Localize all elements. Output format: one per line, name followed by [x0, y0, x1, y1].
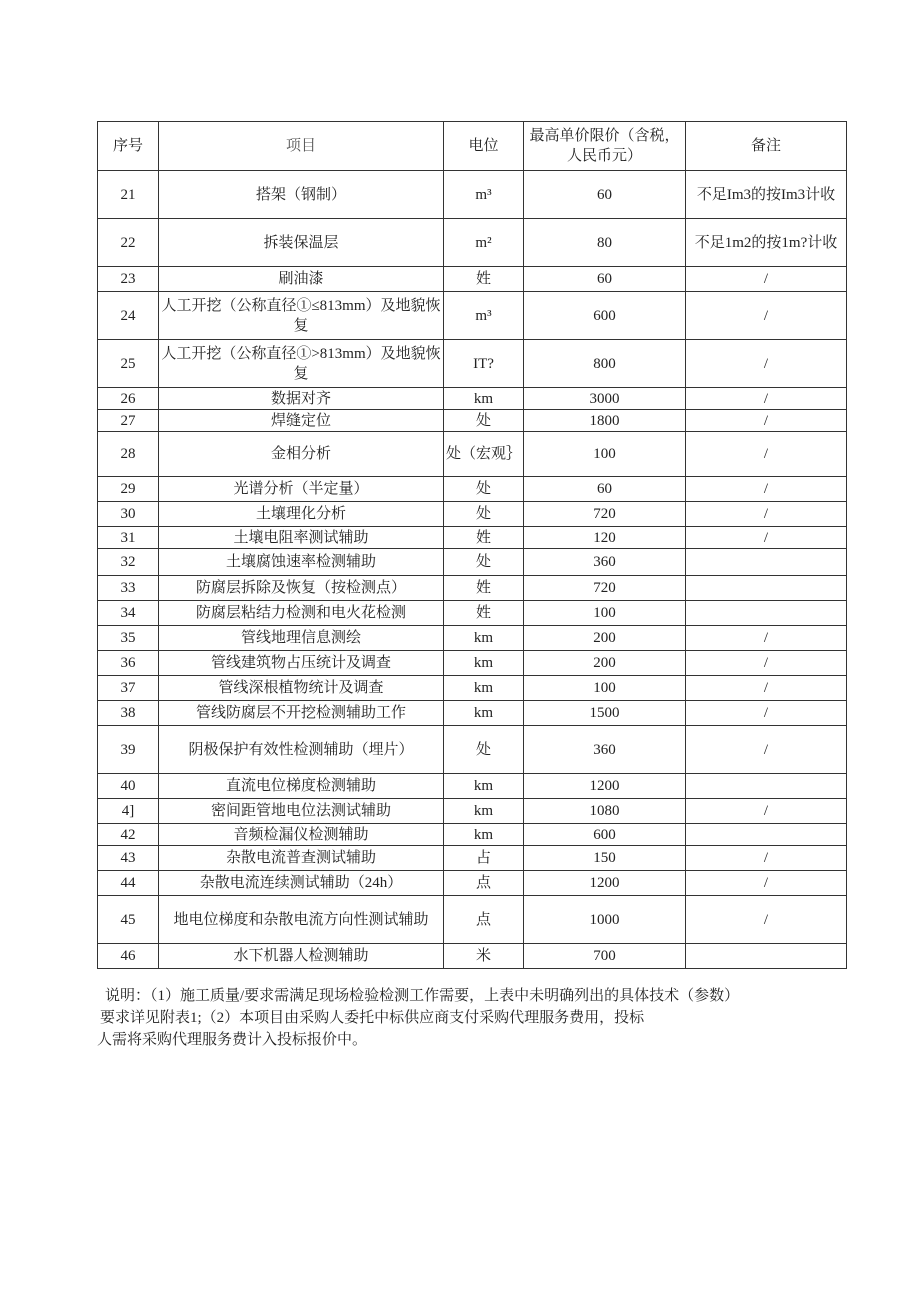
cell-no: 27: [98, 410, 159, 432]
cell-price: 100: [524, 601, 686, 626]
cell-unit: km: [444, 774, 524, 799]
table-row: [98, 549, 847, 576]
cell-item: 土壤腐蚀速率检测辅助: [159, 549, 444, 576]
header-note: 备注: [686, 122, 847, 171]
cell-price: 1200: [524, 774, 686, 799]
cell-note: /: [686, 410, 847, 432]
cell-note: /: [686, 701, 847, 726]
cell-no: 44: [98, 871, 159, 896]
cell-note: /: [686, 626, 847, 651]
cell-unit: 姓: [444, 267, 524, 292]
table-row: [98, 651, 847, 676]
cell-price: 720: [524, 576, 686, 601]
cell-price: 100: [524, 432, 686, 477]
cell-item: 杂散电流普查测试辅助: [159, 846, 444, 871]
cell-no: 25: [98, 340, 159, 388]
cell-no: 35: [98, 626, 159, 651]
table-row: [98, 432, 847, 477]
cell-note: /: [686, 388, 847, 410]
note-line-3: 人需将采购代理服务费计入投标报价中。: [97, 1032, 368, 1048]
table-row: [98, 388, 847, 410]
cell-price: 200: [524, 626, 686, 651]
cell-unit: 点: [444, 871, 524, 896]
cell-price: 150: [524, 846, 686, 871]
table-row: [98, 871, 847, 896]
cell-price: 100: [524, 676, 686, 701]
table-row: [98, 601, 847, 626]
cell-price: 360: [524, 549, 686, 576]
cell-price: 60: [524, 477, 686, 502]
cell-item: 杂散电流连续测试辅助（24h）: [159, 871, 444, 896]
header-no: 序号: [98, 122, 159, 171]
cell-no: 32: [98, 549, 159, 576]
cell-item: 音频检漏仪检测辅助: [159, 824, 444, 846]
cell-note: /: [686, 502, 847, 527]
table-header-row: [98, 122, 847, 171]
cell-unit: km: [444, 626, 524, 651]
cell-price: 360: [524, 726, 686, 774]
cell-note: /: [686, 432, 847, 477]
cell-item: 搭架（钢制）: [159, 171, 444, 219]
cell-price: 60: [524, 171, 686, 219]
cell-note: /: [686, 799, 847, 824]
cell-item: 水下机器人检测辅助: [159, 944, 444, 969]
table-row: [98, 944, 847, 969]
cell-price: 80: [524, 219, 686, 267]
cell-unit: 处: [444, 726, 524, 774]
table-row: [98, 626, 847, 651]
cell-unit: 米: [444, 944, 524, 969]
cell-unit: 处: [444, 502, 524, 527]
cell-unit: km: [444, 701, 524, 726]
cell-no: 43: [98, 846, 159, 871]
cell-no: 31: [98, 527, 159, 549]
cell-note: /: [686, 676, 847, 701]
cell-no: 45: [98, 896, 159, 944]
cell-item: 土壤电阻率测试辅助: [159, 527, 444, 549]
cell-no: 39: [98, 726, 159, 774]
cell-no: 42: [98, 824, 159, 846]
note-line-1: 说明：（1）施工质量/要求需满足现场检验检测工作需要，上表中未明确列出的具体技术（参数）: [105, 988, 740, 1004]
cell-price: 200: [524, 651, 686, 676]
header-price: 最高单价限价（含税，人民币元）: [524, 122, 686, 171]
price-limit-table: [97, 121, 847, 969]
cell-price: 120: [524, 527, 686, 549]
cell-item: 管线防腐层不开挖检测辅助工作: [159, 701, 444, 726]
note-line-2: 要求详见附表1;（2）本项目由采购人委托中标供应商支付采购代理服务费用，投标: [100, 1010, 645, 1026]
cell-unit: km: [444, 651, 524, 676]
cell-item: 直流电位梯度检测辅助: [159, 774, 444, 799]
cell-no: 21: [98, 171, 159, 219]
cell-item: 防腐层拆除及恢复（按检测点）: [159, 576, 444, 601]
cell-note: /: [686, 340, 847, 388]
table-row: [98, 340, 847, 388]
cell-price: 1200: [524, 871, 686, 896]
cell-unit: km: [444, 824, 524, 846]
cell-price: 1800: [524, 410, 686, 432]
table-row: [98, 527, 847, 549]
cell-item: 数据对齐: [159, 388, 444, 410]
cell-note: 不足1m2的按1m?计收: [686, 219, 847, 267]
cell-note: /: [686, 871, 847, 896]
table-row: [98, 774, 847, 799]
notes-block: [97, 985, 857, 1051]
cell-no: 38: [98, 701, 159, 726]
cell-unit: m²: [444, 219, 524, 267]
cell-no: 29: [98, 477, 159, 502]
cell-item: 金相分析: [159, 432, 444, 477]
cell-note: /: [686, 726, 847, 774]
cell-no: 34: [98, 601, 159, 626]
header-unit: 电位: [444, 122, 524, 171]
table-row: [98, 219, 847, 267]
table-row: [98, 726, 847, 774]
cell-unit: 姓: [444, 601, 524, 626]
table-row: [98, 502, 847, 527]
cell-unit: IT?: [444, 340, 524, 388]
cell-price: 700: [524, 944, 686, 969]
cell-note: /: [686, 896, 847, 944]
cell-unit: m³: [444, 292, 524, 340]
cell-item: 焊缝定位: [159, 410, 444, 432]
cell-no: 23: [98, 267, 159, 292]
cell-note: [686, 944, 847, 969]
cell-note: /: [686, 527, 847, 549]
cell-note: [686, 601, 847, 626]
table-row: [98, 477, 847, 502]
cell-price: 3000: [524, 388, 686, 410]
table-row: [98, 171, 847, 219]
cell-note: [686, 774, 847, 799]
table-row: [98, 410, 847, 432]
table-row: [98, 676, 847, 701]
cell-item: 管线地理信息测绘: [159, 626, 444, 651]
cell-no: 40: [98, 774, 159, 799]
cell-note: /: [686, 477, 847, 502]
cell-unit: 处（宏观｝: [444, 432, 524, 477]
cell-unit: km: [444, 799, 524, 824]
cell-price: 1500: [524, 701, 686, 726]
cell-note: /: [686, 267, 847, 292]
cell-item: 拆装保温层: [159, 219, 444, 267]
cell-item: 防腐层粘结力检测和电火花检测: [159, 601, 444, 626]
cell-item: 刷油漆: [159, 267, 444, 292]
cell-note: [686, 824, 847, 846]
cell-no: 46: [98, 944, 159, 969]
cell-item: 光谱分析（半定量）: [159, 477, 444, 502]
table-row: [98, 292, 847, 340]
cell-no: 33: [98, 576, 159, 601]
cell-unit: 点: [444, 896, 524, 944]
table-row: [98, 267, 847, 292]
cell-note: 不足Im3的按Im3计收: [686, 171, 847, 219]
cell-price: 60: [524, 267, 686, 292]
cell-item: 土壤理化分析: [159, 502, 444, 527]
cell-unit: 占: [444, 846, 524, 871]
cell-unit: 姓: [444, 527, 524, 549]
cell-unit: 姓: [444, 576, 524, 601]
cell-no: 22: [98, 219, 159, 267]
cell-item: 人工开挖（公称直径①>813mm）及地貌恢复: [159, 340, 444, 388]
cell-item: 管线深根植物统计及调查: [159, 676, 444, 701]
table-row: [98, 846, 847, 871]
cell-note: /: [686, 651, 847, 676]
cell-unit: m³: [444, 171, 524, 219]
cell-note: [686, 549, 847, 576]
cell-price: 1080: [524, 799, 686, 824]
table-row: [98, 576, 847, 601]
cell-note: /: [686, 846, 847, 871]
cell-no: 26: [98, 388, 159, 410]
cell-note: /: [686, 292, 847, 340]
cell-no: 4]: [98, 799, 159, 824]
cell-unit: 处: [444, 549, 524, 576]
cell-item: 管线建筑物占压统计及调查: [159, 651, 444, 676]
cell-no: 37: [98, 676, 159, 701]
cell-unit: km: [444, 676, 524, 701]
header-item: 项目: [159, 122, 444, 171]
cell-no: 30: [98, 502, 159, 527]
cell-price: 600: [524, 292, 686, 340]
cell-unit: km: [444, 388, 524, 410]
cell-price: 600: [524, 824, 686, 846]
table-row: [98, 824, 847, 846]
cell-item: 密间距管地电位法测试辅助: [159, 799, 444, 824]
cell-item: 人工开挖（公称直径①≤813mm）及地貌恢复: [159, 292, 444, 340]
table-row: [98, 799, 847, 824]
cell-no: 24: [98, 292, 159, 340]
cell-unit: 处: [444, 477, 524, 502]
cell-price: 1000: [524, 896, 686, 944]
cell-item: 地电位梯度和杂散电流方向性测试辅助: [159, 896, 444, 944]
cell-item: 阴极保护有效性检测辅助（埋片）: [159, 726, 444, 774]
cell-note: [686, 576, 847, 601]
cell-no: 36: [98, 651, 159, 676]
cell-unit: 处: [444, 410, 524, 432]
table-row: [98, 701, 847, 726]
table-row: [98, 896, 847, 944]
cell-price: 720: [524, 502, 686, 527]
cell-price: 800: [524, 340, 686, 388]
cell-no: 28: [98, 432, 159, 477]
